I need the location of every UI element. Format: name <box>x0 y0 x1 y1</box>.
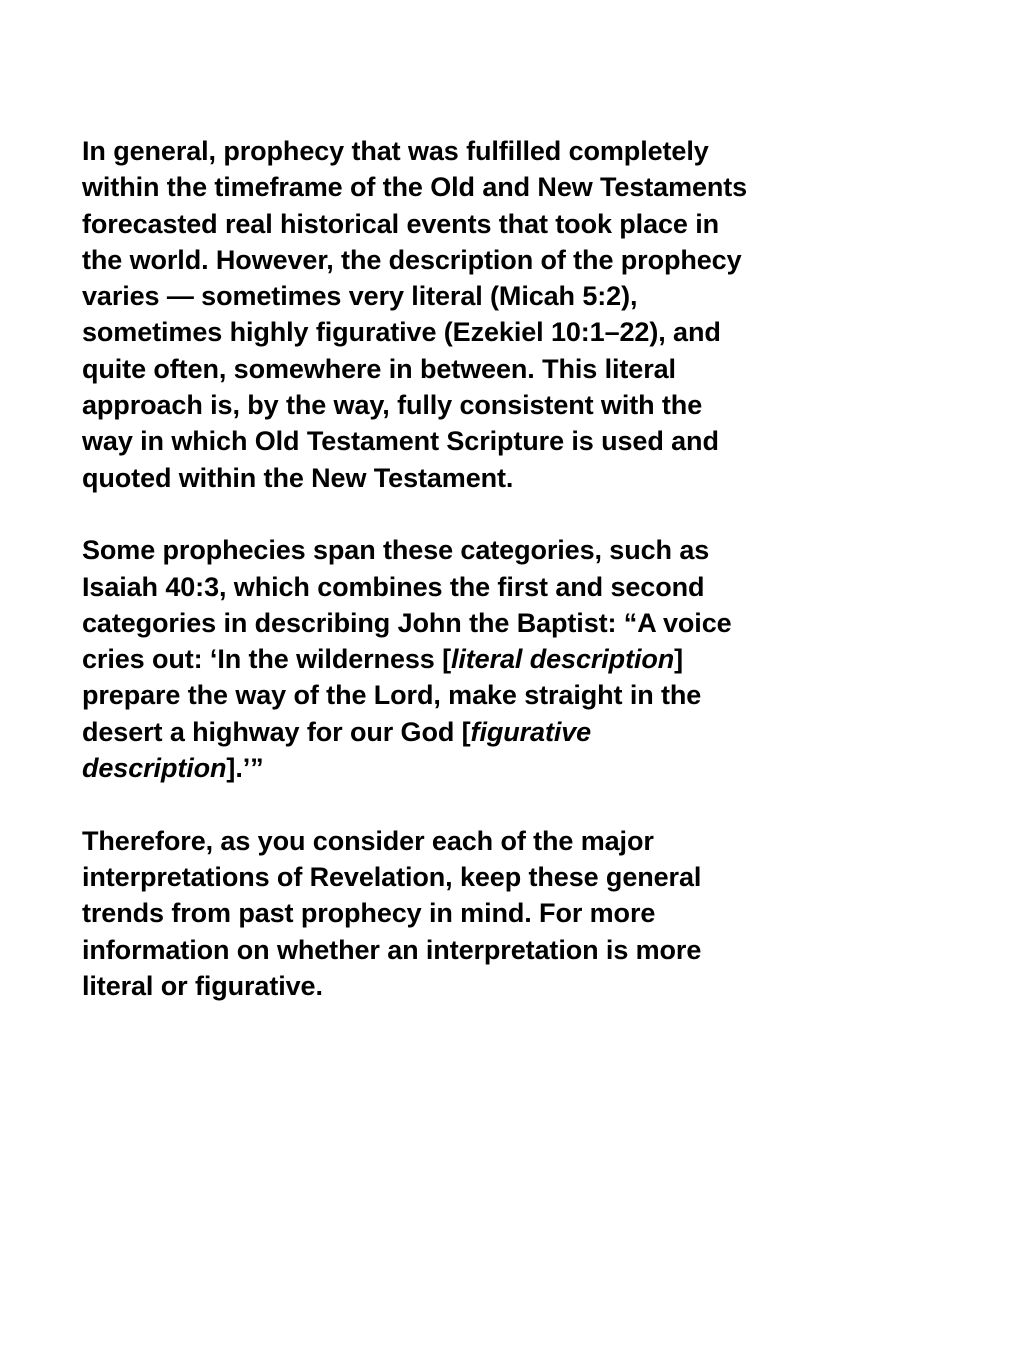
text-line <box>82 206 862 242</box>
text-line <box>82 750 862 786</box>
text-run: prepare the way of the Lord, make straight in the <box>82 680 702 711</box>
text-line <box>82 968 862 1004</box>
text-line <box>82 532 862 568</box>
text-run: way in which Old Testament Scripture is used and <box>82 426 719 457</box>
text-line <box>82 314 862 350</box>
text-line <box>82 387 862 423</box>
text-line <box>82 133 862 169</box>
text-line <box>82 351 862 387</box>
text-run: quoted within the New Testament. <box>82 462 514 493</box>
text-run: Some prophecies span these categories, such as <box>82 535 710 566</box>
text-line <box>82 714 862 750</box>
text-run: within the timeframe of the Old and New Testaments <box>82 172 748 203</box>
text-run: the world. However, the description of the prophecy <box>82 244 742 275</box>
text-run: literal or figurative. <box>82 970 323 1001</box>
paragraph-3 <box>82 823 862 1004</box>
paragraph-1 <box>82 133 862 496</box>
text-run: forecasted real historical events that took place in <box>82 208 720 239</box>
text-run: varies — sometimes very literal (Micah 5:2), <box>82 281 638 312</box>
text-run: desert a highway for our God [ <box>82 716 471 747</box>
italic-text-run: literal description <box>450 644 675 675</box>
text-run: ].’” <box>226 753 264 784</box>
text-run: Therefore, as you consider each of the major <box>82 825 654 856</box>
italic-text-run: figurative <box>470 716 592 747</box>
text-run: approach is, by the way, fully consistent with the <box>82 390 703 421</box>
text-run: trends from past prophecy in mind. For more <box>82 898 656 929</box>
text-line <box>82 169 862 205</box>
text-run: Isaiah 40:3, which combines the first and second <box>82 571 705 602</box>
text-line <box>82 932 862 968</box>
text-line <box>82 677 862 713</box>
text-line <box>82 278 862 314</box>
document-body <box>82 133 862 1040</box>
text-line <box>82 605 862 641</box>
text-run: information on whether an interpretation is more <box>82 934 702 965</box>
italic-text-run: description <box>82 753 227 784</box>
text-run: quite often, somewhere in between. This literal <box>82 353 676 384</box>
text-run: In general, prophecy that was fulfilled completely <box>82 136 709 166</box>
text-run: ] <box>674 644 684 675</box>
text-line <box>82 823 862 859</box>
text-line <box>82 242 862 278</box>
text-line <box>82 460 862 496</box>
text-line <box>82 859 862 895</box>
text-run: sometimes highly figurative (Ezekiel 10:1–22), and <box>82 317 721 348</box>
text-line <box>82 895 862 931</box>
paragraph-2 <box>82 532 862 786</box>
text-run: categories in describing John the Baptist: “A voice <box>82 607 732 638</box>
text-run: cries out: ‘In the wilderness [ <box>82 644 451 675</box>
text-run: interpretations of Revelation, keep these general <box>82 861 702 892</box>
text-line <box>82 569 862 605</box>
text-line <box>82 641 862 677</box>
text-line <box>82 423 862 459</box>
